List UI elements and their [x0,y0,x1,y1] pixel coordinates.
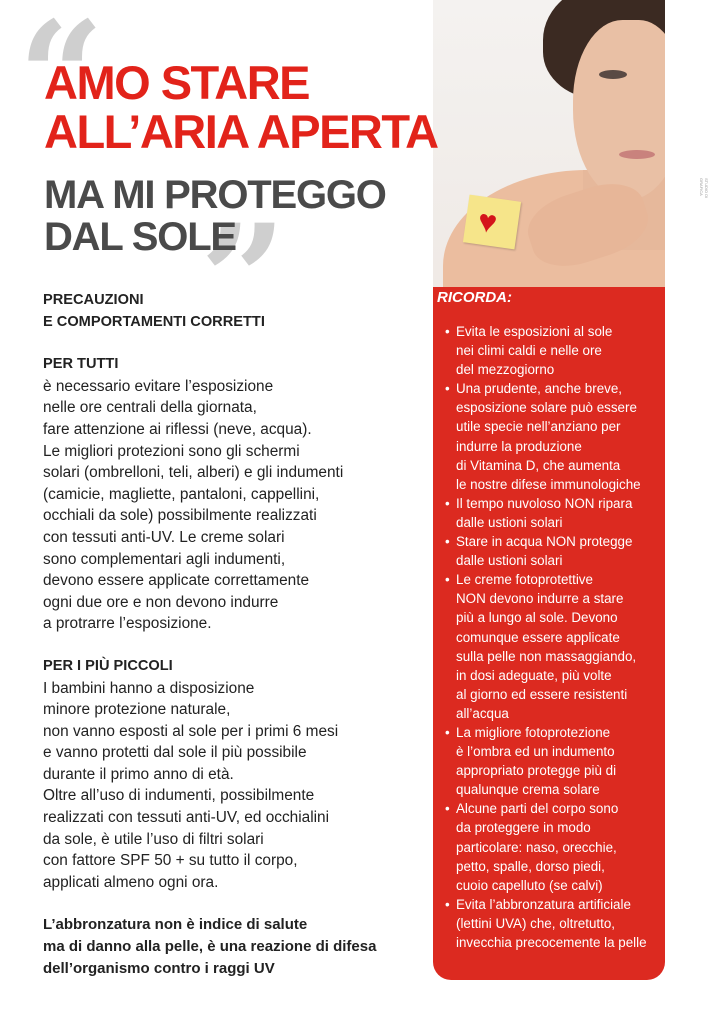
kids-text: I bambini hanno a disposizione minore protezione naturale, non vanno esposti al sole per i primi 6 mesi e vanno protetti dal sole il più possibile durante il primo anno di età. Oltre all’uso di indumenti, possibilmente realizzati con tessuti anti-UV, ed occhialini da sole, è utile l’uso di filtri solari con fattore SPF 50 + su tutto il corpo, applicati almeno ogni ora. [43,679,339,891]
photo-eye [599,70,627,79]
photo-lips [619,150,655,159]
heart-icon: ♥ [475,202,500,241]
woman-photo [433,0,665,305]
reminder-panel [433,287,665,980]
list-item: • Una prudente, anche breve, esposizione solare può essere utile specie nell’anziano per indurre la produzione di Vitamina D, che aumenta le nostre difese immunologiche [445,379,661,494]
list-item: • Alcune parti del corpo sono da proteggere in modo particolare: naso, orecchie, petto, spalle, dorso piedi, cuoio capelluto (se calvi) [445,799,661,894]
intro-heading: PRECAUZIONI E COMPORTAMENTI CORRETTI [43,292,265,330]
spacer [43,333,423,354]
closing-statement: L’abbronzatura non è indice di salute ma di danno alla pelle, è una reazione di difesa dell’organismo contro i raggi UV [43,916,377,977]
list-item: • Il tempo nuvoloso NON ripara dalle ustioni solari [445,494,661,532]
all-heading: PER TUTTI [43,356,119,373]
open-quote-mark: “ [18,0,105,165]
all-text: è necessario evitare l’esposizione nelle ore centrali della giornata, fare attenzione ai riflessi (neve, acqua). Le migliori protezioni sono gli schermi solari (ombrelloni, teli, alberi) e gli indumenti (camicie, magliette, pantaloni, cappellini, occhiali da sole) possibilmente realizzati con tessuti anti-UV. Le creme solari sono complementari agli indumenti, devono essere applicate correttamente ogni due ore e non devono indurre a protrarre l’esposizione. [43,377,344,633]
list-item: • Evita l’abbronzatura artificiale (lettini UVA) che, oltretutto, invecchia precocemente la pelle [445,895,661,952]
sticky-note [463,195,521,250]
body-column [43,290,423,979]
reminder-list [445,322,661,952]
list-item: • Stare in acqua NON protegge dalle ustioni solari [445,532,661,570]
title-grey: MA MI PROTEGGO DAL SOLE [44,173,386,259]
list-item: • Evita le esposizioni al sole nei climi caldi e nelle ore del mezzogiorno [445,322,661,379]
side-credit: STUDIO DI GRAFICA [699,178,709,199]
title-red: AMO STARE ALL’ARIA APERTA [44,56,438,158]
close-quote-mark: ” [200,192,287,368]
list-item: • La migliore fotoprotezione è l’ombra ed un indumento appropriato protegge più di qualunque crema solare [445,723,661,799]
list-item: • Le creme fotoprotettive NON devono indurre a stare più a lungo al sole. Devono comunque essere applicate sulla pelle non massaggiando, in dosi adeguate, più volte al giorno ed essere resistenti all’acqua [445,570,661,723]
spacer [43,893,423,914]
reminder-title: RICORDA: [437,289,512,306]
kids-heading: PER I PIÙ PICCOLI [43,657,173,674]
spacer [43,635,423,656]
